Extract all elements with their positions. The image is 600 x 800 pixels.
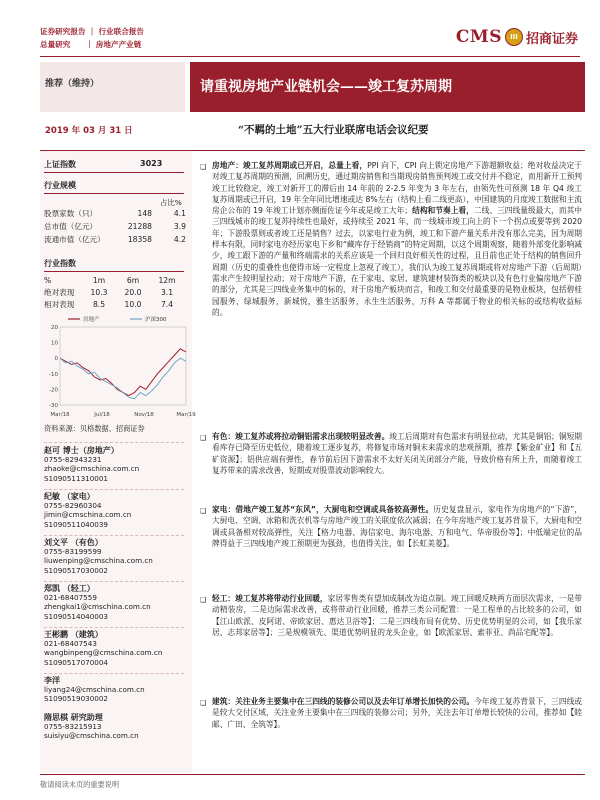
- bullet-icon: ❑: [200, 699, 207, 707]
- perf-underline: [44, 271, 184, 272]
- perf-header-cell: 6m: [126, 276, 140, 285]
- analyst-card: [44, 492, 186, 529]
- analyst-email: liuwenping@cmschina.com.cn: [44, 556, 153, 566]
- paragraph-real-estate: [212, 160, 582, 318]
- header-divider: [40, 56, 580, 57]
- cms-logo: [456, 24, 578, 50]
- x-tick-label: Jul/18: [94, 412, 110, 418]
- para-head: 建筑：关注业务主要集中在三四线的装修公司以及去年订单增长加快的公司。: [212, 697, 475, 706]
- x-tick-label: Mar/18: [50, 412, 70, 418]
- analyst-email: zhaoke@cmschina.com.cn: [44, 464, 140, 474]
- scale-row-value: 148: [137, 209, 152, 218]
- analyst-card: [44, 630, 186, 667]
- analyst-name: 郑凯 （轻工）: [44, 584, 95, 593]
- perf-cell: 20.0: [124, 288, 142, 297]
- logo-badge-icon: III: [505, 28, 523, 46]
- legend-label: 沪深300: [145, 317, 167, 323]
- para-text: PPI 向下，CPI 向上锁定房地产下游超额收益；绝对收益决定于对竣工复苏周期的预测，回溯历史，通过期房销售和当期现房销售预判竣工或交付并不稳定，而用新开工预判竣工比较稳定，竣工对新开工的滞后由 14 年前的 2-2.5 年变为 3 年左右，由领先性可预测 18 年 Q4 竣工复苏周期或已开启，19 年全年同比增速或达 8%左右（结构上看二线更高），中国建筑的月度竣工数据和主流房企公布的 19 年竣工计划亦侧面佐证今年或是竣工大年；: [212, 161, 582, 216]
- analyst-separator: [44, 535, 184, 536]
- table-row: [44, 222, 186, 233]
- para-text: 历史复盘显示，家电作为房地产的“下游”，大厨电、空调、冰箱和洗衣机等与房地产竣工的关联度依次减弱；在今年房地产竣工复苏背景下，大厨电和空调或具备相对较高弹性，关注【格力电器、海信家电、海尔电器、万和电气、华帝股份等】；中低端定位的品牌得益于三四线地产竣工预期更为强劲，也值得关注，如【长虹美菱】。: [212, 505, 583, 548]
- analyst-email: suisiyu@cmschina.com.cn: [44, 731, 139, 741]
- analyst-card: [44, 538, 186, 575]
- para-text: 家居零售类有望加成制改为追点制。竣工回暖反映两方面层次需求，一是带动精装房，二是边际需求改善，或将带动行业回暖，推荐三类公司配置：一是工程单的占比较多的公司，如【江山欧派、皮阿诺、帝欧家居、惠达卫浴等】；二是三四线布局有优势、历史优势明显的公司，如【我乐家居、志邦家居等】；三是规模领先、渠道优势明显的龙头企业，如【欧派家居、索菲亚、尚品宅配等】。: [212, 594, 582, 637]
- scale-row-value: 18358: [127, 235, 152, 244]
- bullet-icon: ❑: [200, 434, 207, 442]
- table-row: [44, 209, 186, 220]
- analyst-name: 纪敏 （家电）: [44, 492, 95, 501]
- perf-header-cell: %: [44, 276, 52, 285]
- analyst-cert: S1090517030002: [44, 565, 109, 575]
- analyst-email: wangbinpeng@cmschina.com.cn: [44, 648, 163, 658]
- analyst-card: [44, 584, 186, 621]
- scale-row-pct: 4.1: [173, 209, 186, 218]
- table-row: [44, 288, 186, 299]
- analyst-phone: 0755-83199599: [44, 547, 102, 557]
- scale-row-label: 总市值（亿元）: [44, 222, 98, 231]
- analyst-email: zhengkai1@cmschina.com.cn: [44, 602, 151, 612]
- perf-cell: 10.3: [90, 288, 108, 297]
- bullet-icon: ❑: [200, 163, 207, 171]
- logo-text: CMS: [455, 27, 502, 47]
- analyst-name: 隋思棋 研究助理: [44, 713, 103, 722]
- para-text: 二线、三四线量级最大，而其中三四线城市的竣工复苏持续性也最好，或持续至 2021 年，而一线城市竣工向上的下一个拐点或要等到 2020 年；下游股票则或者竣工还是销售？过去，以家电行业为例，竣工和下游产量关系并没有那么完美，因为周期样本有限，同时家电亦经历家电下乡和“藏库存于经销商”的特定周期，以这个周期观察，随着外部变化影响减少，竣工跟下游的产量和终端需求的关系应该是一个回归良好相关性的过程，且目前也正处于结构的销售回升周期（历史的重叠性也使得市场一定程度上忽视了竣工），我们认为竣工复苏周期或将对房地产下游（后周期）需求产生较明显拉动；对于房地产下游，在于家电、家居、建筑建材装饰类的板块以及有色行业偏房地产下游的部分，尤其是三四线业务集中的标的，对于房地产板块而言，和竣工和交付最重要的是物业板块，包括碧桂园服务，绿城服务，新城悦，雅生活服务，永生生活服务，万科 A 等都属于物业的相关标的或结构收益标的。: [212, 206, 582, 317]
- index-label: 上证指数: [44, 160, 76, 169]
- y-tick-label: -10: [49, 371, 58, 378]
- analyst-email: liyang24@cmschina.com.cn: [44, 685, 145, 695]
- logo-cn-text: 招商证券: [525, 31, 578, 47]
- y-tick-label: 10: [51, 340, 58, 347]
- table-row: [44, 235, 186, 246]
- scale-title: 行业规模: [44, 181, 76, 190]
- paragraph-construction: [212, 696, 582, 730]
- analyst-name: 王彬鹏 （建筑）: [44, 630, 103, 639]
- x-tick-label: Nov/18: [134, 412, 154, 418]
- scale-underline: [44, 193, 184, 194]
- scale-row-label: 流通市值（亿元）: [44, 235, 105, 244]
- header-line2: 总量研究 ｜ 房地产产业链: [40, 40, 142, 49]
- y-tick-label: 20: [51, 325, 58, 331]
- analyst-card: [44, 676, 186, 704]
- analyst-name: 赵可 博士（房地产）: [44, 446, 119, 455]
- para-head: 家电：借地产竣工复苏“东风”，大厨电和空调或具备较高弹性。: [212, 505, 434, 514]
- header-line1: 证券研究报告 ｜ 行业联合报告: [40, 27, 145, 36]
- scale-row-pct: 4.2: [173, 235, 186, 244]
- analyst-cert: S1090511310001: [44, 473, 109, 483]
- perf-cell: 8.5: [92, 300, 106, 309]
- footer-divider: [40, 774, 585, 775]
- y-tick-label: -20: [49, 387, 58, 394]
- analyst-separator: [44, 627, 184, 628]
- para-text: 今年竣工复苏背景下，三四线或是较大交付区域，关注业务主要集中在三四线的装修公司；另外，关注去年订单增长较快的公司，推荐如【睦邮、广田、全筑等】。: [212, 697, 582, 729]
- index-value: 3023: [140, 159, 163, 168]
- analyst-separator: [44, 673, 184, 674]
- perf-header-cell: 12m: [158, 276, 176, 285]
- y-tick-label: -30: [49, 403, 58, 409]
- scale-row-pct: 3.9: [173, 222, 186, 231]
- scale-row-value: 21288: [127, 222, 152, 231]
- table-row: [44, 300, 186, 311]
- scale-row-label: 股票家数（只）: [44, 209, 98, 218]
- perf-cell: 10.0: [124, 300, 142, 309]
- performance-chart: [42, 313, 196, 419]
- perf-cell: 3.1: [160, 288, 174, 297]
- bullet-icon: ❑: [200, 507, 207, 515]
- bullet-icon: ❑: [200, 596, 207, 604]
- analyst-separator: [44, 489, 184, 490]
- perf-row-label: 相对表现: [44, 300, 75, 309]
- y-tick-label: 0: [54, 356, 58, 363]
- legend-label: 房地产: [83, 317, 100, 323]
- scale-header: 占比%: [160, 198, 182, 207]
- analyst-cert: S1090514040003: [44, 611, 109, 621]
- para-head: 有色：竣工复苏或将拉动铜铝需求出现较明显改善。: [212, 432, 390, 441]
- paragraph-light-industry: [212, 593, 582, 638]
- para-head: 房地产：竣工复苏周期或已开启，总量上看，: [212, 161, 368, 170]
- analyst-card: [44, 446, 186, 483]
- perf-title: 行业指数: [44, 259, 76, 268]
- chart-source: 资料来源：贝格数据、招商证券: [44, 424, 145, 433]
- analyst-phone: 0755-83215913: [44, 722, 102, 732]
- analyst-name: 李洋: [44, 676, 60, 685]
- chart-frame: [60, 327, 186, 405]
- perf-header-row: [44, 276, 186, 287]
- report-title: 请重视房地产业链机会——竣工复苏周期: [200, 79, 452, 95]
- analyst-phone: 0755-82943231: [44, 455, 102, 465]
- paragraph-appliances: [212, 504, 582, 549]
- analyst-card: [44, 713, 186, 741]
- perf-cell: 7.4: [160, 300, 174, 309]
- report-subtitle: “不羁的土地”五大行业联席电话会议纪要: [238, 124, 429, 136]
- analyst-phone: 021-68407559: [44, 593, 97, 603]
- analyst-phone: 021-68407543: [44, 639, 97, 649]
- analyst-separator: [44, 581, 184, 582]
- analyst-name: 刘文平 （有色）: [44, 538, 103, 547]
- analyst-phone: 0755-82960304: [44, 501, 102, 511]
- paragraph-nonferrous: [212, 431, 582, 476]
- x-tick-label: Mar/19: [176, 412, 196, 418]
- rating: 推荐（维持）: [45, 79, 100, 89]
- para-head: 结构和节奏上看，: [412, 206, 474, 216]
- perf-row-label: 绝对表现: [44, 288, 75, 297]
- para-head: 轻工：竣工复苏将带动行业回暖，: [212, 594, 328, 603]
- analyst-cert: S1090511040039: [44, 519, 109, 529]
- index-underline: [44, 172, 184, 173]
- analyst-cert: S1090517070004: [44, 657, 109, 667]
- analyst-separator: [44, 442, 184, 443]
- analyst-cert: S1090519030002: [44, 694, 109, 704]
- para-text: 竣工后周期对有色需求有明显拉动，尤其是铜铝；铜短期看库存已降至历史低位，随着竣工逐步复苏，将修复市场对铜未来需求的悲观预期，推荐【紫金矿业】和【五矿资源】；铝供应端有弹性，春节前后因下游需求不太好关闭关闭部分产能，导致价格有所上升，而随着竣工复苏带来的需求改善，短期或对股票波动影响较大。: [212, 432, 582, 475]
- analyst-email: jimin@cmschina.com.cn: [44, 510, 132, 520]
- footer-note: 敬请阅读末页的重要说明: [40, 780, 120, 789]
- report-date: 2019 年 03 月 31 日: [45, 126, 133, 136]
- perf-header-cell: 1m: [92, 276, 106, 285]
